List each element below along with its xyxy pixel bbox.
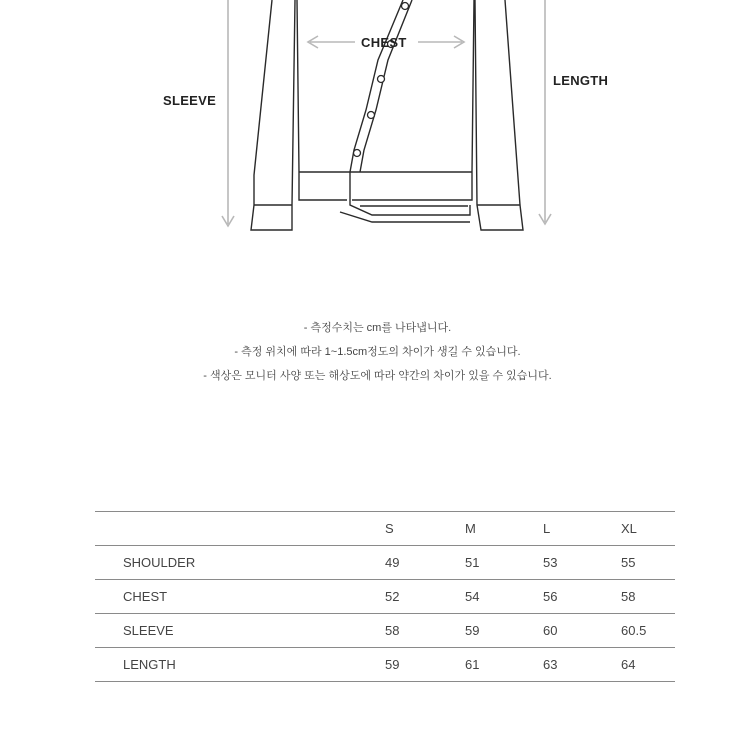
table-cell: 51 (465, 555, 480, 570)
front-placket (350, 0, 403, 172)
sleeve-label: SLEEVE (163, 93, 217, 108)
table-row (95, 546, 675, 580)
table-row (95, 614, 675, 648)
table-row (95, 580, 675, 614)
length-label: LENGTH (553, 73, 609, 88)
column-header: L (543, 521, 551, 536)
row-label: CHEST (123, 589, 168, 604)
note-line: - 측정수치는 cm를 나타냅니다. (303, 322, 452, 334)
button-icon (402, 3, 409, 10)
right-sleeve-outline (475, 0, 523, 230)
column-header: M (465, 521, 476, 536)
body-left-side (297, 0, 347, 200)
measurement-notes (0, 316, 755, 388)
table-cell: 64 (621, 657, 636, 672)
table-cell: 52 (385, 589, 400, 604)
table-cell: 58 (385, 623, 400, 638)
button-icon (354, 150, 361, 157)
left-sleeve-outline (251, 0, 295, 230)
table-cell: 60.5 (621, 623, 647, 638)
button-icon (368, 112, 375, 119)
body-right-side (352, 0, 474, 200)
column-header: XL (621, 521, 637, 536)
table-cell: 58 (621, 589, 636, 604)
note-line: - 측정 위치에 따라 1~1.5cm정도의 차이가 생길 수 있습니다. (234, 346, 521, 358)
size-table (95, 511, 675, 682)
row-label: SHOULDER (123, 555, 196, 570)
table-cell: 56 (543, 589, 558, 604)
table-cell: 49 (385, 555, 400, 570)
column-header: S (385, 521, 394, 536)
header-blank-cell (95, 512, 385, 546)
table-header-row (95, 512, 675, 546)
table-cell: 63 (543, 657, 558, 672)
table-cell: 61 (465, 657, 480, 672)
row-label: SLEEVE (123, 623, 174, 638)
chest-label: CHEST (361, 35, 407, 50)
note-line: - 색상은 모니터 사양 또는 해상도에 따라 약간의 차이가 있을 수 있습니다. (203, 370, 552, 382)
row-label: LENGTH (123, 657, 176, 672)
table-cell: 53 (543, 555, 558, 570)
table-cell: 59 (385, 657, 400, 672)
table-cell: 60 (543, 623, 558, 638)
table-cell: 55 (621, 555, 636, 570)
table-cell: 59 (465, 623, 480, 638)
button-icon (378, 76, 385, 83)
table-cell: 54 (465, 589, 480, 604)
table-row (95, 648, 675, 682)
jacket-measurement-diagram (0, 0, 755, 245)
